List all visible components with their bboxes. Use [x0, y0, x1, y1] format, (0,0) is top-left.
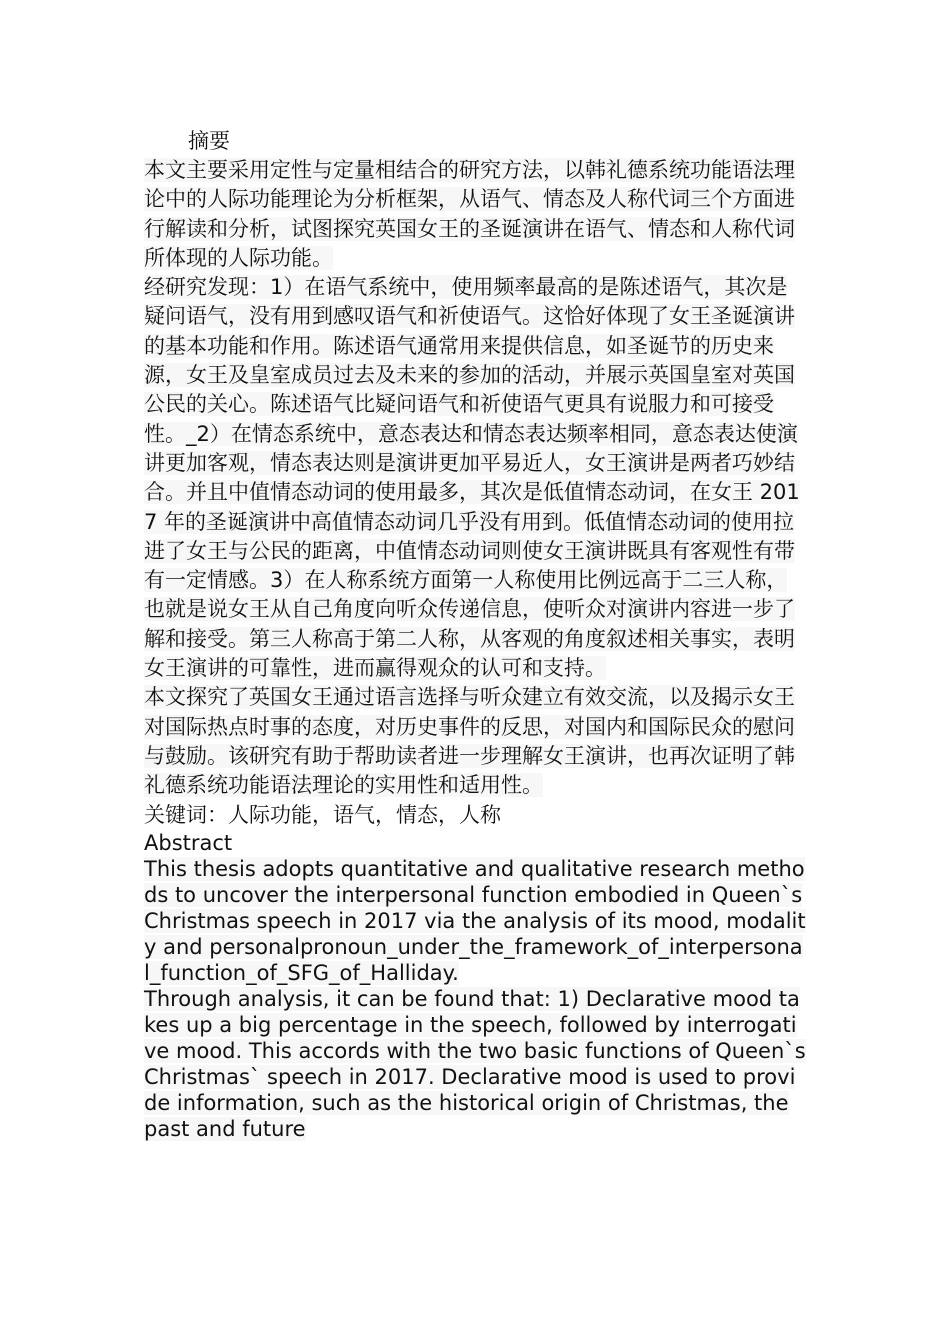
en-abstract-heading: Abstract: [144, 830, 233, 855]
en-abstract-paragraph-1-text: This thesis adopts quantitative and qualitative research methods to uncover the interpersonal function embodied in Queen`s Christmas speech in 2017 via the analysis of its mood, modality and personalpronoun_under_the_framework_of_interpersonal_function_of_SFG_of_Halliday.: [144, 856, 806, 985]
en-abstract-paragraph-2-text: Through analysis, it can be found that: 1) Declarative mood takes up a big percentage in the speech, followed by interrogative mood. This accords with the two basic functions of Queen`s Christmas` speech in 2017. Declarative mood is used to provide information, such as the historical origin of Christmas, the past and future: [144, 986, 806, 1141]
cn-abstract-paragraph-1: [144, 156, 808, 273]
en-abstract-paragraph-1: [144, 856, 808, 986]
abstract-content: [144, 126, 808, 1142]
cn-keywords: 关键词：人际功能，语气，情态，人称: [144, 802, 501, 827]
cn-abstract-paragraph-1-text: 本文主要采用定性与定量相结合的研究方法，以韩礼德系统功能语法理论中的人际功能理论为分析框架，从语气、情态及人称代词三个方面进行解读和分析，试图探究英国女王的圣诞演讲在语气、情态和人称代词所体现的人际功能。: [144, 158, 795, 270]
cn-abstract-paragraph-2-text: 经研究发现：1）在语气系统中，使用频率最高的是陈述语气，其次是疑问语气，没有用到感叹语气和祈使语气。这恰好体现了女王圣诞演讲的基本功能和作用。陈述语气通常用来提供信息，如圣诞节的历史来源，女王及皇室成员过去及未来的参加的活动，并展示英国皇室对英国公民的关心。陈述语气比疑问语气和祈使语气更具有说服力和可接受性。_2）在情态系统中，意态表达和情态表达频率相同，意态表达使演讲更加客观，情态表达则是演讲更加平易近人，女王演讲是两者巧妙结合。并且中值情态动词的使用最多，其次是低值情态动词，在女王 2017 年的圣诞演讲中高值情态动词几乎没有用到。低值情态动词的使用拉进了女王与公民的距离，中值情态动词则使女王演讲既具有客观性有带有一定情感。3）在人称系统方面第一人称使用比例远高于二三人称，也就是说女王从自己角度向听众传递信息，使听众对演讲内容进一步了解和接受。第三人称高于第二人称，从客观的角度叙述相关事实，表明女王演讲的可靠性，进而赢得观众的认可和支持。: [144, 275, 800, 681]
cn-abstract-heading: 摘要: [188, 129, 230, 153]
en-abstract-paragraph-2: [144, 986, 808, 1142]
cn-abstract-paragraph-3: [144, 683, 808, 800]
cn-abstract-paragraph-2: [144, 273, 808, 683]
cn-abstract-paragraph-3-text: 本文探究了英国女王通过语言选择与听众建立有效交流，以及揭示女王对国际热点时事的态度，对历史事件的反思，对国内和国际民众的慰问与鼓励。该研究有助于帮助读者进一步理解女王演讲，也再次证明了韩礼德系统功能语法理论的实用性和适用性。: [144, 685, 795, 798]
